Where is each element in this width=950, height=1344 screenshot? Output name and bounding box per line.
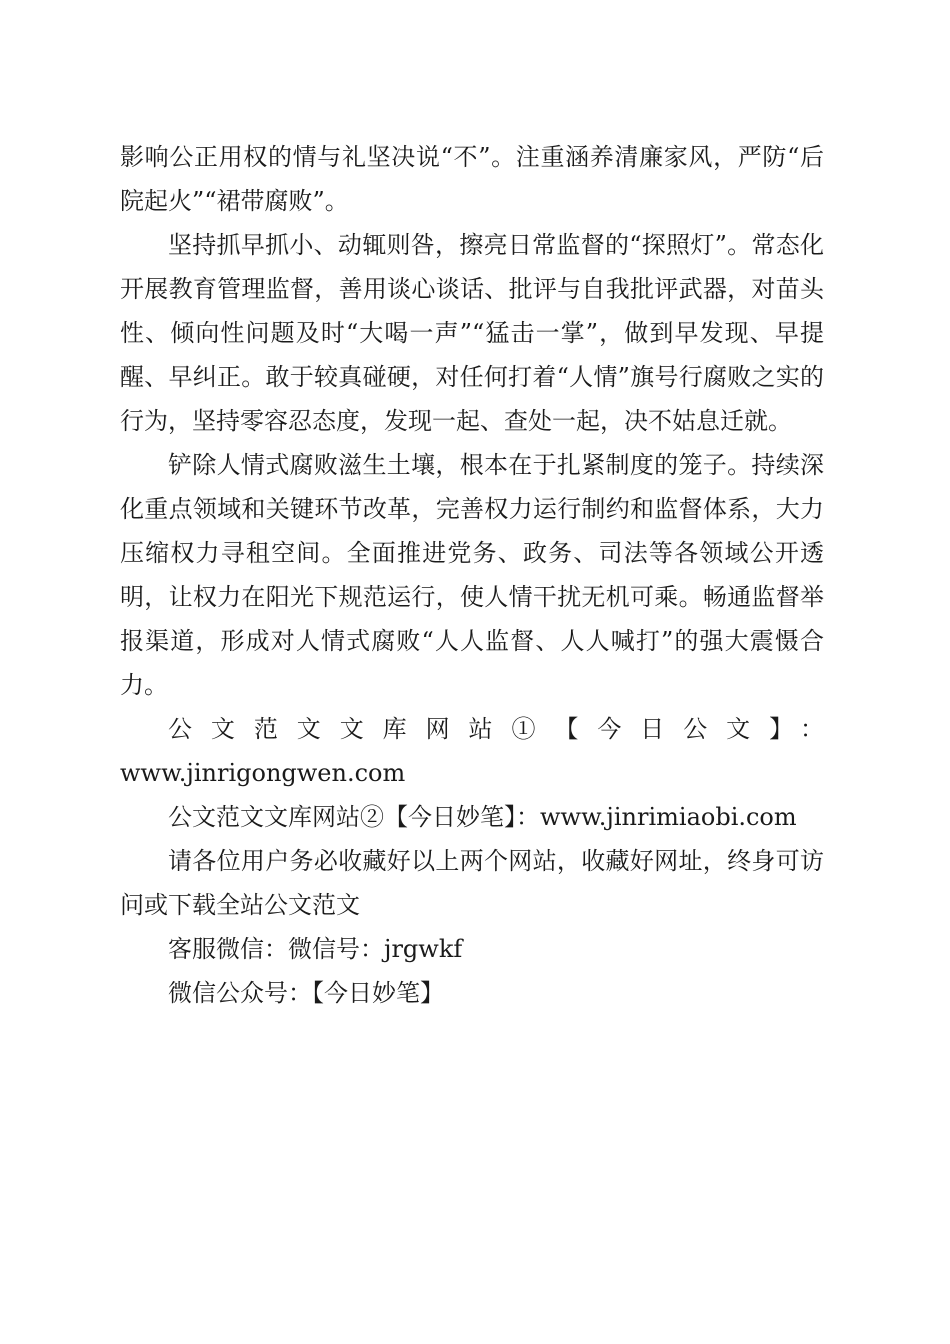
- bookmark-notice: 请各位用户务必收藏好以上两个网站，收藏好网址，终身可访问或下载全站公文范文: [120, 847, 824, 919]
- website-2-url[interactable]: www.jinrimiaobi.com: [540, 803, 797, 831]
- website-1-url[interactable]: www.jinrigongwen.com: [120, 759, 406, 787]
- paragraph-2: 坚持抓早抓小、动辄则咎，擦亮日常监督的“探照灯”。常态化开展教育管理监督，善用谈心谈话、批评与自我批评武器，对苗头性、倾向性问题及时“大喝一声”“猛击一掌”，做到早发现、早提醒、早纠正。敢于较真碰硬，对任何打着“人情”旗号行腐败之实的行为，坚持零容忍态度，发现一起、查处一起，决不姑息迁就。: [120, 231, 824, 435]
- customer-service-wechat: 客服微信：微信号：jrgwkf: [168, 935, 463, 963]
- website-2-line: [120, 795, 824, 839]
- website-1-label: 公文范文文库网站①【今日公文】：: [168, 715, 824, 743]
- paragraph-1: 影响公正用权的情与礼坚决说“不”。注重涵养清廉家风，严防“后院起火”“裙带腐败”。: [120, 143, 824, 215]
- website-2-label: 公文范文文库网站②【今日妙笔】：: [168, 803, 540, 831]
- official-account: 微信公众号：【今日妙笔】: [168, 979, 444, 1007]
- paragraph-3: 铲除人情式腐败滋生土壤，根本在于扎紧制度的笼子。持续深化重点领域和关键环节改革，完善权力运行制约和监督体系，大力压缩权力寻租空间。全面推进党务、政务、司法等各领域公开透明，让权力在阳光下规范运行，使人情干扰无机可乘。畅通监督举报渠道，形成对人情式腐败“人人监督、人人喊打”的强大震慑合力。: [120, 451, 824, 699]
- document-body: [120, 135, 824, 1015]
